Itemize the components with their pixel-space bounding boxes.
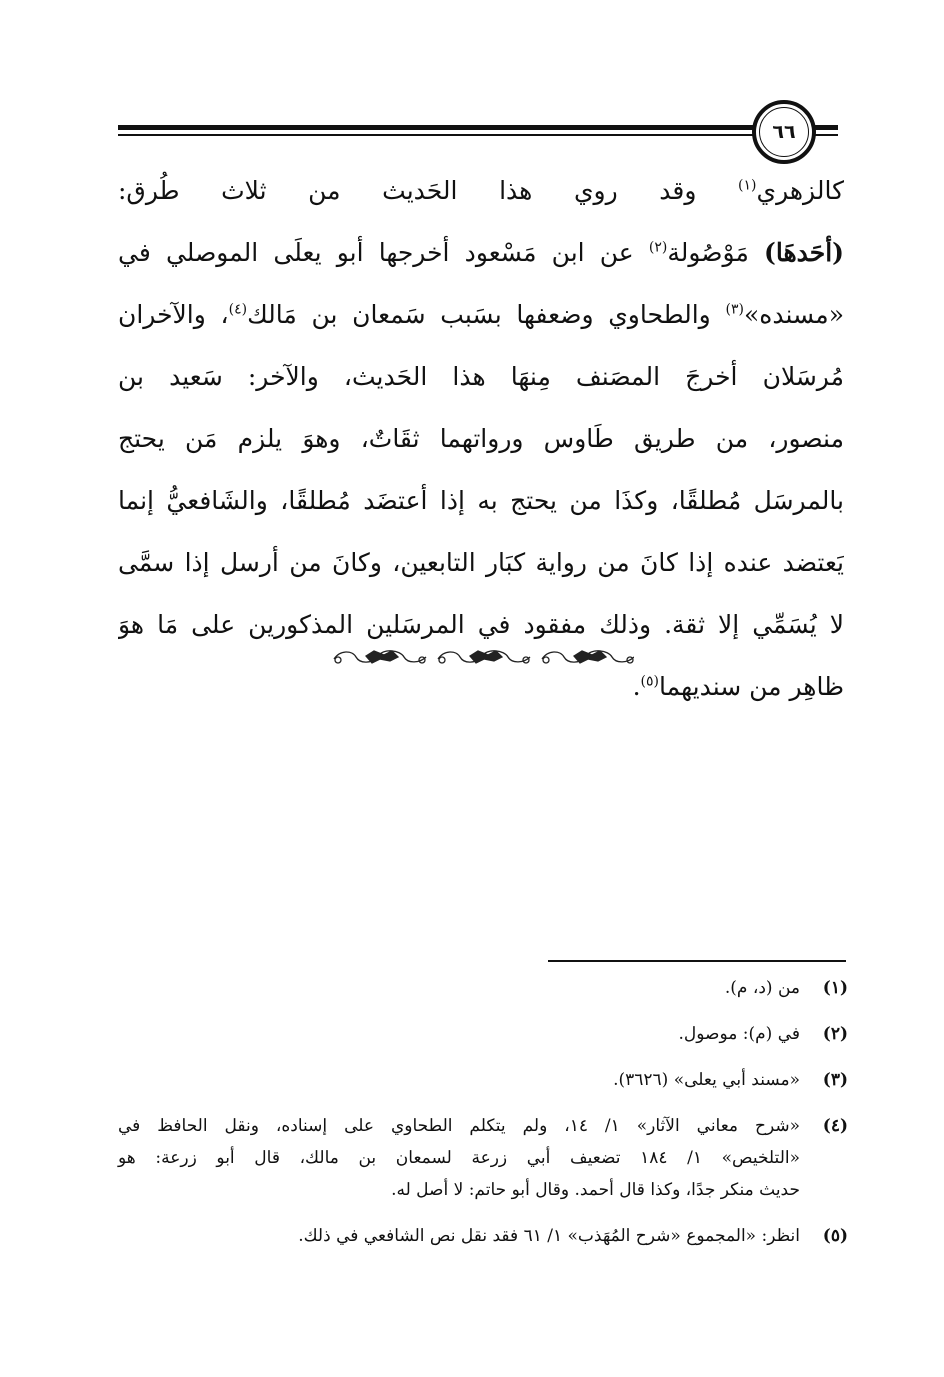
footnote-number: (٣) bbox=[822, 1070, 848, 1090]
footnote-text bbox=[118, 972, 800, 1004]
footnote-ref[interactable]: (٣) bbox=[725, 301, 744, 318]
footnote-item bbox=[118, 1110, 848, 1206]
text-line bbox=[118, 222, 844, 284]
footnotes bbox=[118, 972, 848, 1266]
footnote-text bbox=[118, 1018, 800, 1050]
text-span: مُرسَلان أخرجَ المصَنف مِنهَا هذا الحَديث، والآخر: سَعيد بن bbox=[118, 362, 844, 391]
footnote-number: (٥) bbox=[822, 1226, 848, 1246]
footnote-line: «مسند أبي يعلى» (٣٦٢٦). bbox=[613, 1070, 800, 1090]
bold-heading: (أحَدهَا) bbox=[764, 238, 844, 267]
text-line bbox=[118, 284, 844, 346]
footnote-separator bbox=[548, 960, 846, 962]
footnote-line: في (م): موصول. bbox=[678, 1024, 800, 1044]
text-line bbox=[118, 470, 844, 532]
text-span: وقد روي هذا الحَديث من ثلاث طُرق: bbox=[118, 176, 739, 205]
main-text bbox=[118, 160, 844, 718]
footnote-item bbox=[118, 1018, 848, 1050]
text-line bbox=[118, 532, 844, 594]
text-span: كالزهري bbox=[756, 176, 844, 205]
page-number: ٦٦ bbox=[772, 121, 796, 143]
text-span: لا يُسَمِّي إلا ثقة. وذلك مفقود في المرسَلين المذكورين على مَا هوَ bbox=[118, 610, 844, 639]
ornament-divider-icon bbox=[330, 644, 634, 670]
text-span: «مسنده» bbox=[743, 300, 844, 329]
text-line bbox=[118, 346, 844, 408]
text-span: يَعتضد عنده إذا كانَ من رواية كبَار التابعين، وكانَ من أرسل إذا سمَّى bbox=[118, 548, 844, 577]
footnote-item bbox=[118, 972, 848, 1004]
footnote-text bbox=[118, 1220, 800, 1252]
footnote-ref[interactable]: (١) bbox=[738, 177, 757, 194]
footnote-ref[interactable]: (٥) bbox=[640, 673, 660, 690]
text-span: بالمرسَل مُطلقًا، وكذَا من يحتج به إذا أعتضَد مُطلقًا، والشَافعيُّ إنما bbox=[118, 486, 844, 515]
footnote-number: (١) bbox=[822, 978, 848, 998]
footnote-number: (٢) bbox=[822, 1024, 848, 1044]
text-line bbox=[118, 408, 844, 470]
footnote-item bbox=[118, 1064, 848, 1096]
text-span: عن ابن مَسْعود أخرجها أبو يعلَى الموصلي في bbox=[118, 238, 649, 267]
text-span: مَوْصُولة bbox=[667, 238, 765, 267]
footnote-line: انظر: «المجموع «شرح المُهَذب» ١/ ٦١ فقد نقل نص الشافعي في ذلك. bbox=[298, 1226, 800, 1246]
header-rule bbox=[118, 125, 838, 143]
text-line bbox=[118, 160, 844, 222]
footnote-line: من (د، م). bbox=[724, 978, 800, 998]
header-rule-thin bbox=[118, 134, 838, 136]
text-span: ظاهِر من سنديهما bbox=[659, 672, 844, 701]
footnote-text bbox=[118, 1064, 800, 1096]
footnote-text bbox=[118, 1110, 800, 1206]
text-span: . bbox=[632, 672, 641, 701]
page-number-badge bbox=[752, 100, 816, 164]
footnote-ref[interactable]: (٢) bbox=[648, 239, 668, 256]
text-span: ، والآخران bbox=[118, 300, 229, 329]
footnote-ref[interactable]: (٤) bbox=[228, 301, 248, 318]
footnote-item bbox=[118, 1220, 848, 1252]
footnote-number: (٤) bbox=[822, 1116, 848, 1136]
text-span: منصور، من طريق طَاوس ورواتهما ثقَاتٌ، وهوَ يلزم مَن يحتج bbox=[118, 424, 844, 453]
footnote-line: «شرح معاني الآثار» ١/ ١٤، ولم يتكلم الطحاوي على إسناده، ونقل الحافظ في bbox=[118, 1116, 800, 1136]
text-span: والطحاوي وضعفها بسَبب سَمعان بن مَالك bbox=[247, 300, 726, 329]
header-rule-thick bbox=[118, 125, 838, 130]
footnote-line: حديث منكر جدًا، وكذا قال أحمد. وقال أبو حاتم: لا أصل له. bbox=[391, 1180, 800, 1200]
footnote-line: «التلخيص» ١/ ١٨٤ تضعيف أبي زرعة لسمعان بن مالك، قال أبو زرعة: هو bbox=[118, 1148, 800, 1168]
